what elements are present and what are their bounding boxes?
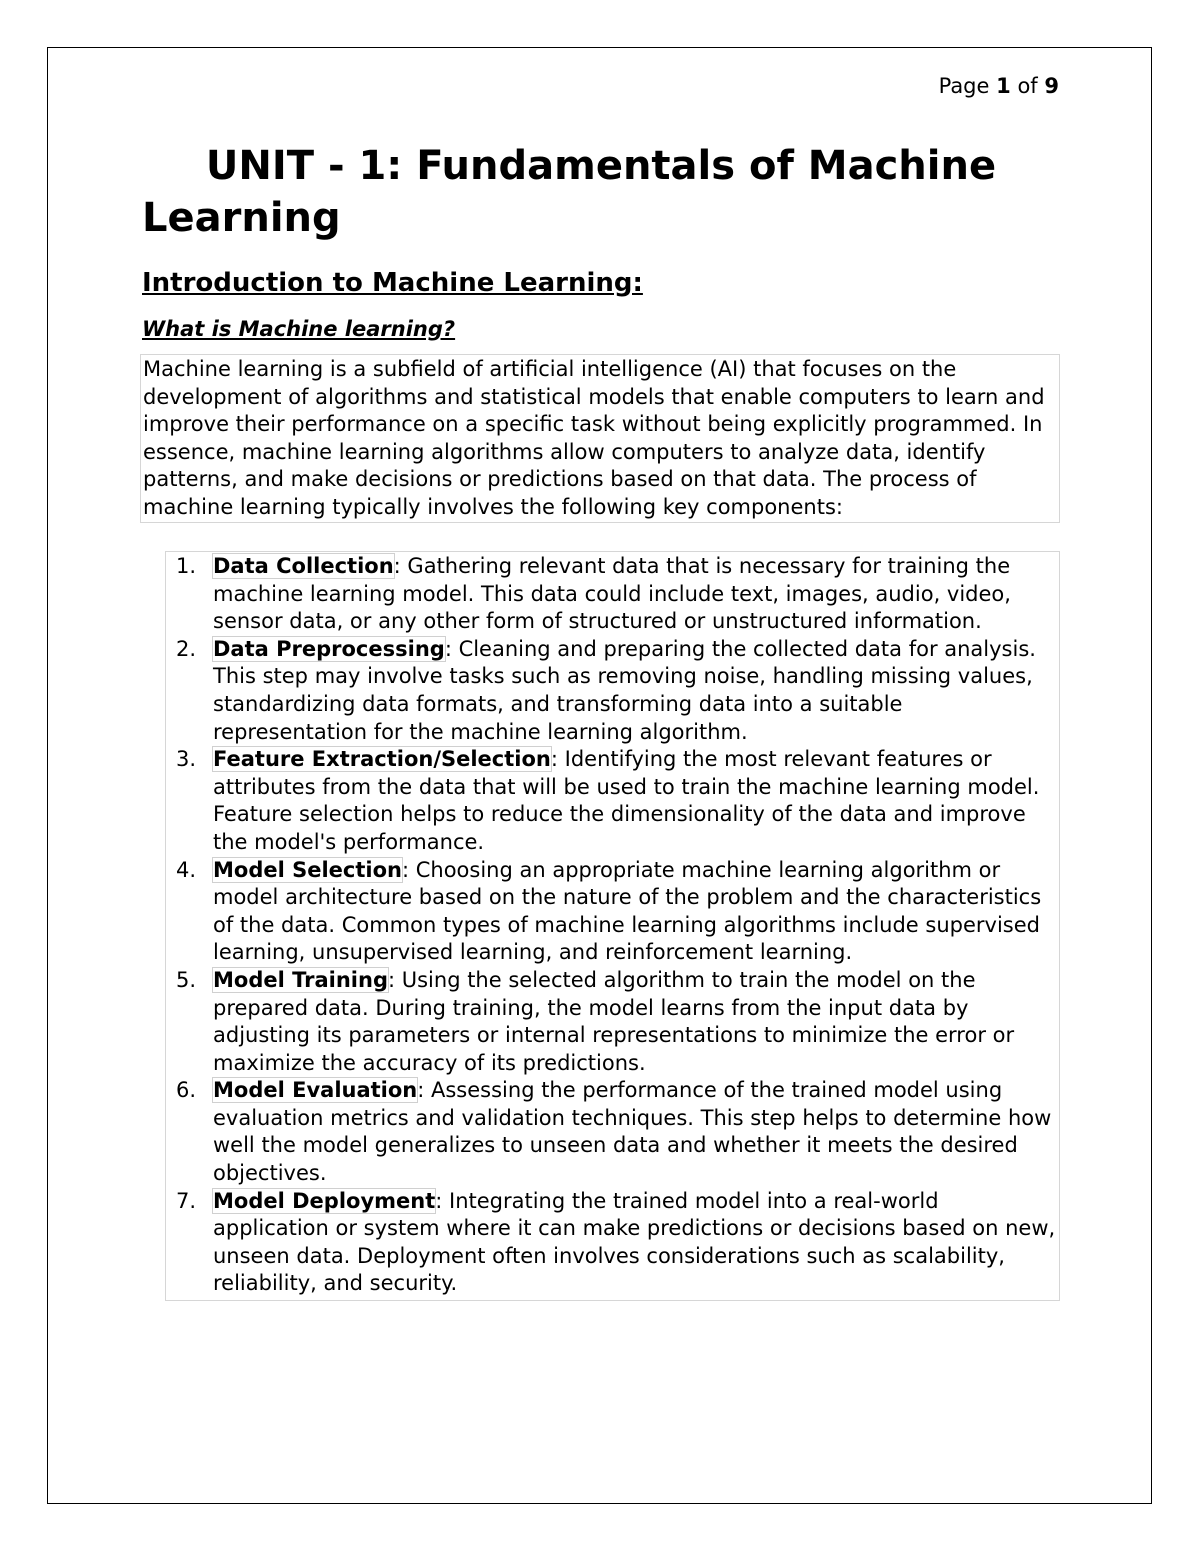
list-item-number: 2. bbox=[176, 636, 197, 661]
list-item-number: 4. bbox=[176, 857, 197, 882]
page-number: Page 1 of 9 bbox=[938, 74, 1059, 98]
list-item-number: 5. bbox=[176, 967, 197, 992]
steps-list bbox=[166, 553, 1057, 1298]
list-item bbox=[166, 967, 1057, 1077]
list-item-description: : Assessing the performance of the trained model using evaluation metrics and validation techniques. This step helps to determine how well the model generalizes to unseen data and whether it meets the desired objectives. bbox=[213, 1078, 1052, 1186]
list-item-term: Model Training bbox=[213, 967, 388, 992]
list-item-term: Data Collection bbox=[213, 554, 394, 578]
list-item-number: 3. bbox=[176, 747, 197, 772]
list-item-term: Model Evaluation bbox=[213, 1078, 418, 1103]
list-item-description: : Identifying the most relevant features or attributes from the data that will be used to train the machine learning model. Feature selection helps to reduce the dimensionality of the data and improve the model's performance. bbox=[213, 747, 1040, 854]
list-item-term: Feature Extraction/Selection bbox=[213, 747, 551, 772]
list-item bbox=[166, 746, 1057, 856]
list-item-number: 1. bbox=[176, 554, 197, 578]
current-page: 1 bbox=[996, 74, 1011, 98]
list-item-description: : Cleaning and preparing the collected data for analysis. This step may involve tasks such as removing noise, handling missing values, standardizing data formats, and transforming data into a suitable representation for the machine learning algorithm. bbox=[213, 636, 1036, 744]
sub-heading: What is Machine learning? bbox=[142, 317, 456, 341]
list-item-description: : Gathering relevant data that is necessary for training the machine learning model. This data could include text, images, audio, video, sensor data, or any other form of structured or unstructured information. bbox=[213, 554, 1011, 634]
list-item-term: Model Selection bbox=[213, 857, 402, 882]
list-item bbox=[166, 1077, 1057, 1187]
intro-paragraph: Machine learning is a subfield of artificial intelligence (AI) that focuses on the development of algorithms and statistical models that enable computers to learn and improve their performance on a specific task without being explicitly programmed. In essence, machine learning algorithms allow computers to analyze data, identify patterns, and make decisions or predictions based on that data. The process of machine learning typically involves the following key components: bbox=[140, 354, 1060, 523]
list-item-description: : Choosing an appropriate machine learning algorithm or model architecture based on the nature of the problem and the characteristics of the data. Common types of machine learning algorithms include supervised learning, unsupervised learning, and reinforcement learning. bbox=[213, 857, 1042, 965]
list-item-term: Model Deployment bbox=[213, 1188, 436, 1213]
list-item-description: : Integrating the trained model into a real-world application or system where it can make predictions or decisions based on new, unseen data. Deployment often involves considerations such as scalability, reliability, and security. bbox=[213, 1188, 1056, 1296]
section-heading: Introduction to Machine Learning: bbox=[142, 268, 643, 298]
list-item bbox=[166, 636, 1057, 746]
list-item-term: Data Preprocessing bbox=[213, 636, 445, 661]
document-title: UNIT - 1: Fundamentals of Machine Learning bbox=[142, 143, 997, 241]
total-pages: 9 bbox=[1044, 74, 1059, 98]
steps-container bbox=[165, 551, 1060, 1301]
list-item bbox=[166, 1188, 1057, 1298]
list-item-number: 7. bbox=[176, 1188, 197, 1213]
list-item-description: : Using the selected algorithm to train the model on the prepared data. During training, the model learns from the input data by adjusting its parameters or internal representations to minimize the error or maximize the accuracy of its predictions. bbox=[213, 967, 1015, 1075]
list-item bbox=[166, 857, 1057, 967]
document-body bbox=[142, 140, 1060, 1301]
list-item-number: 6. bbox=[176, 1078, 197, 1103]
list-item bbox=[166, 553, 1057, 636]
